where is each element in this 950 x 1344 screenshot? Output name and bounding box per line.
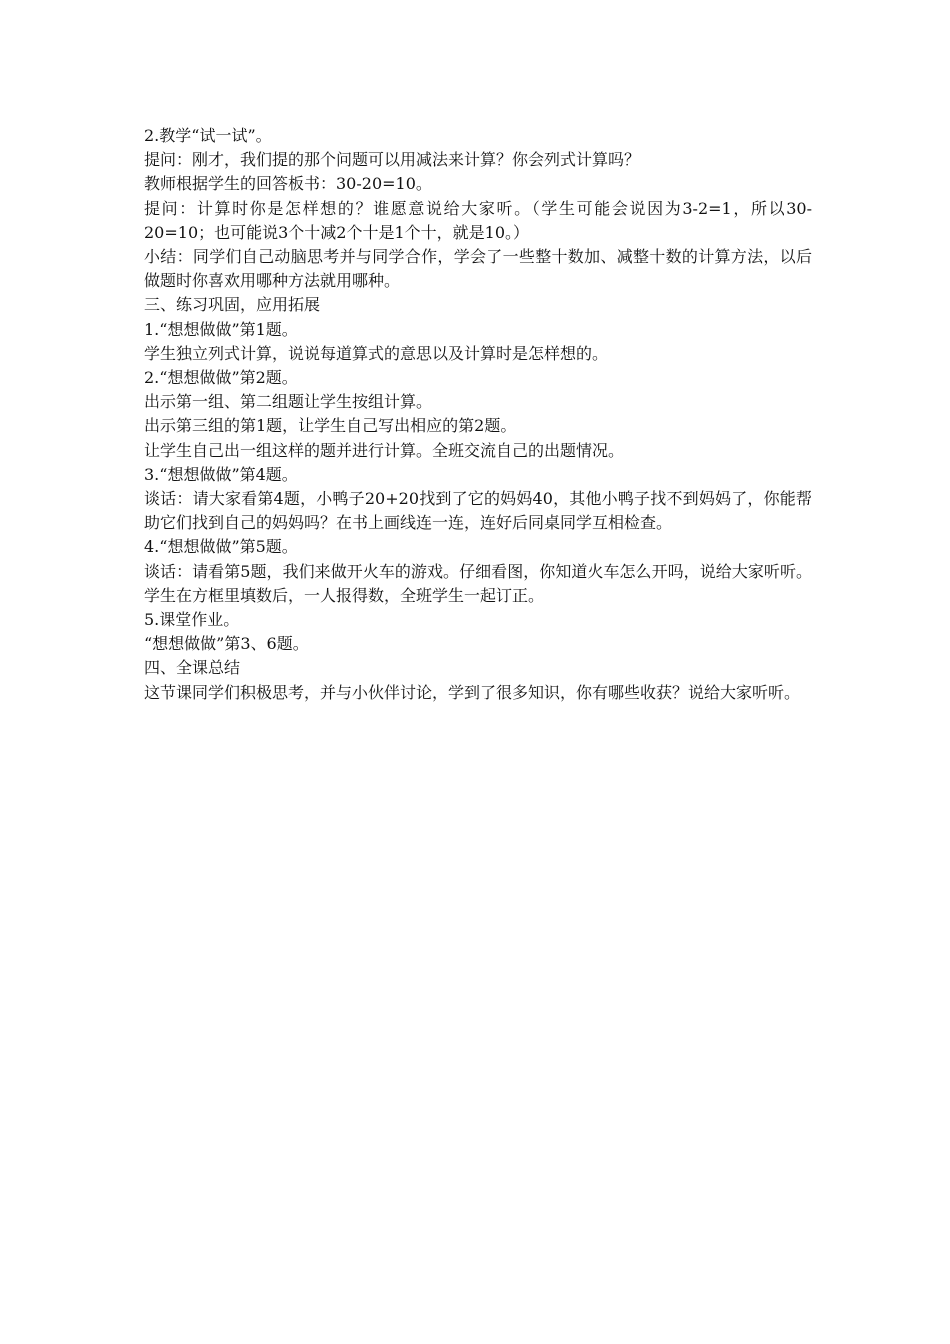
item-two-text-1: 出示第一组、第二组题让学生按组计算。 — [144, 392, 433, 412]
item-five-text: “想想做做”第3、6题。 — [144, 634, 309, 654]
item-four-heading: 4.“想想做做”第5题。 — [144, 537, 298, 557]
summary-paragraph: 小结：同学们自己动脑思考并与同学合作，学会了一些整十数加、减整十数的计算方法，以后做题时你喜欢用哪种方法就用哪种。 — [144, 247, 812, 291]
item-two-heading: 2.“想想做做”第2题。 — [144, 368, 298, 388]
item-five-heading: 5.课堂作业。 — [144, 610, 240, 630]
item-four-text: 谈话：请看第5题，我们来做开火车的游戏。仔细看图，你知道火车怎么开吗，说给大家听听。学生在方框里填数后，一人报得数，全班学生一起订正。 — [144, 561, 812, 605]
document-body — [144, 124, 812, 705]
item-one-text: 学生独立列式计算，说说每道算式的意思以及计算时是怎样想的。 — [144, 343, 609, 363]
section-three-heading: 三、练习巩固，应用拓展 — [144, 295, 321, 315]
item-two-text-3: 让学生自己出一组这样的题并进行计算。全班交流自己的出题情况。 — [144, 440, 625, 460]
item-three-text: 谈话：请大家看第4题，小鸭子20+20找到了它的妈妈40，其他小鸭子找不到妈妈了，你能帮助它们找到自己的妈妈吗？在书上画线连一连，连好后同桌同学互相检查。 — [144, 489, 812, 533]
blackboard-line: 教师根据学生的回答板书：30-20=10。 — [144, 174, 432, 194]
lesson-summary-text: 这节课同学们积极思考，并与小伙伴讨论，学到了很多知识，你有哪些收获？说给大家听听。 — [144, 682, 801, 702]
question-line: 提问：刚才，我们提的那个问题可以用减法来计算？你会列式计算吗？ — [144, 150, 641, 170]
item-three-heading: 3.“想想做做”第4题。 — [144, 464, 298, 484]
item-one-heading: 1.“想想做做”第1题。 — [144, 319, 298, 339]
heading-try-it: 2.教学“试一试”。 — [144, 126, 272, 145]
section-four-heading: 四、全课总结 — [144, 658, 241, 678]
item-two-text-2: 出示第三组的第1题，让学生自己写出相应的第2题。 — [144, 416, 517, 436]
thinking-question-paragraph: 提问：计算时你是怎样想的？谁愿意说给大家听。（学生可能会说因为3-2=1，所以30-20=10；也可能说3个十减2个十是1个十，就是10。） — [144, 198, 812, 242]
